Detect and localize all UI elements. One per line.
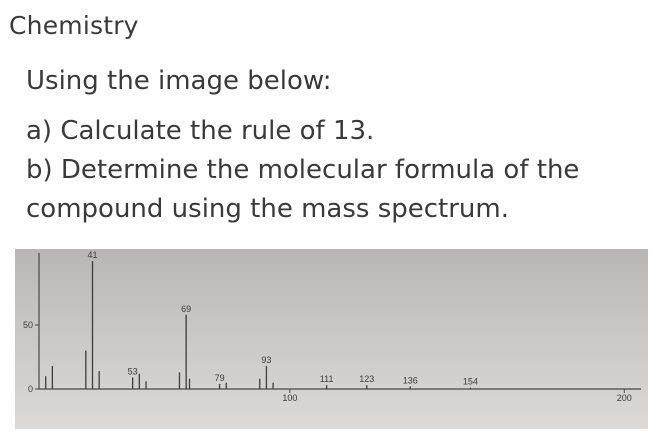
peak-label: 154 (462, 376, 478, 387)
question-intro: Using the image below: (26, 66, 332, 96)
mass-spectrum-chart (15, 249, 648, 429)
question-text (26, 62, 636, 229)
peak-label: 123 (359, 374, 375, 385)
y-tick-label: 50 (22, 320, 33, 330)
peak-label: 41 (87, 250, 98, 260)
peak-label: 53 (127, 366, 138, 377)
mass-spectrum-photo (15, 249, 648, 429)
question-part-a: a) Calculate the rule of 13. (26, 116, 375, 146)
question-part-b: b) Determine the molecular formula of the compound using the mass spectrum. (26, 155, 580, 224)
peak-label: 136 (402, 375, 418, 386)
subject-label: Chemistry (9, 11, 139, 40)
x-tick-label: 200 (616, 393, 632, 403)
y-tick-label: 0 (27, 384, 33, 394)
peak-label: 111 (319, 374, 334, 385)
x-tick-label: 100 (282, 393, 298, 403)
peak-label: 93 (261, 354, 272, 365)
peak-label: 79 (214, 372, 225, 383)
peak-label: 69 (181, 303, 192, 314)
